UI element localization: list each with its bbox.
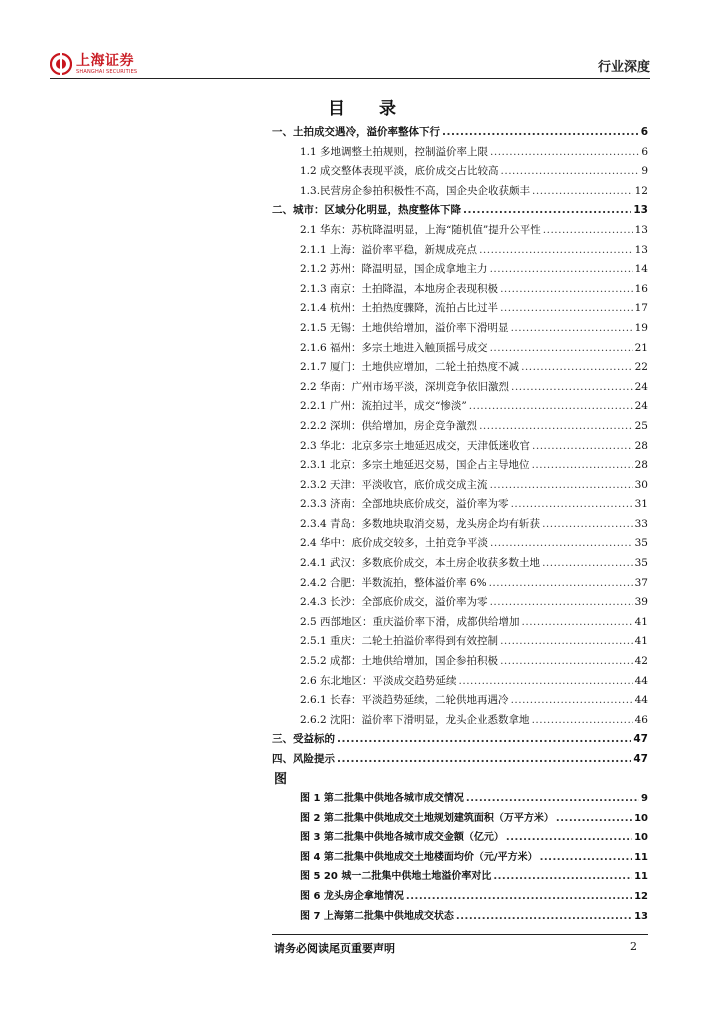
toc-title: 目 录 [328, 99, 410, 119]
figure-entry-title: 图 1 第二批集中供地各城市成交情况 [300, 793, 464, 804]
toc-entry-title: 1.2 成交整体表现平淡，底价成交占比较高 [300, 165, 499, 178]
dot-leader [490, 342, 633, 354]
toc-entry[interactable] [272, 398, 648, 418]
toc-entry[interactable] [272, 535, 648, 555]
toc-entry-title: 2.4.3 长沙：全部底价成交，溢价率为零 [300, 596, 488, 609]
figure-entry[interactable] [300, 907, 648, 927]
toc-entry-page: 41 [634, 635, 648, 648]
figure-entry-title: 图 7 上海第二批集中供地成交状态 [300, 910, 454, 922]
toc-entry[interactable] [272, 359, 648, 379]
document-type-label: 行业深度 [597, 60, 650, 75]
dot-leader [459, 675, 633, 687]
dot-leader [489, 577, 633, 589]
toc-entry-page: 17 [634, 302, 648, 315]
toc-entry-title: 2.1.1 上海：溢价率平稳，新规成亮点 [300, 243, 478, 256]
dot-leader [540, 852, 633, 863]
dot-leader [490, 596, 633, 608]
dot-leader [511, 498, 633, 510]
dot-leader [542, 557, 633, 569]
dot-leader [337, 733, 631, 745]
toc-entry[interactable] [272, 555, 648, 575]
toc-entry[interactable] [272, 222, 648, 242]
toc-entry[interactable] [272, 594, 648, 614]
toc-entry-title: 2.3.1 北京：多宗土地延迟交易，国企占主导地位 [300, 459, 530, 472]
toc-entry-page: 16 [634, 282, 648, 295]
toc-entry[interactable] [272, 300, 648, 320]
toc-entry-title: 2.3.2 天津：平淡收官，底价成交成主流 [300, 478, 488, 491]
toc-entry-title: 1.1 多地调整土拍规则，控制溢价率上限 [300, 145, 489, 158]
toc-entry-page: 6 [640, 126, 648, 138]
dot-leader [532, 459, 633, 471]
dot-leader [493, 871, 632, 882]
toc-entry-page: 25 [634, 419, 648, 432]
toc-entry-title: 2.1.2 苏州：降温明显，国企成拿地主力 [300, 263, 488, 276]
toc-entry[interactable] [272, 124, 648, 144]
toc-entry[interactable] [272, 712, 648, 732]
toc-entry-title: 2.1.6 福州：多宗土地进入触顶摇号成交 [300, 341, 488, 354]
dot-leader [490, 146, 639, 158]
page-number: 2 [630, 940, 637, 953]
toc-entry[interactable] [272, 261, 648, 281]
dot-leader [500, 635, 633, 647]
figure-entry-title: 图 5 20 城一二批集中供地土地溢价率对比 [300, 871, 492, 883]
toc-entry[interactable] [272, 457, 648, 477]
dot-leader [500, 655, 633, 667]
toc-entry[interactable] [272, 496, 648, 516]
figure-entry-title: 图 4 第二批集中供地成交土地楼面均价（元/平方米） [300, 851, 538, 863]
toc-entry-title: 2.5.1 重庆：二轮土拍溢价率得到有效控制 [300, 635, 499, 648]
table-of-contents [272, 124, 648, 771]
toc-entry-title: 2.6 东北地区：平淡成交趋势延续 [300, 674, 457, 687]
toc-entry-page: 9 [641, 165, 648, 178]
toc-entry-page: 46 [634, 713, 648, 726]
toc-entry-title: 2.2.2 深圳：供给增加，房企竞争激烈 [300, 419, 478, 432]
toc-entry-title: 2.1.3 南京：土拍降温，本地房企表现积极 [300, 282, 499, 295]
dot-leader [490, 479, 633, 491]
dot-leader [521, 361, 633, 373]
toc-entry[interactable] [272, 575, 648, 595]
dot-leader [479, 244, 633, 256]
toc-entry-title: 2.5 西部地区：重庆溢价率下滑，成都供给增加 [300, 615, 520, 628]
toc-entry-page: 35 [634, 537, 648, 550]
toc-entry[interactable] [272, 751, 648, 771]
toc-entry-page: 13 [634, 223, 648, 236]
toc-entry-title: 2.4.1 武汉：多数底价成交，本土房企收获多数土地 [300, 557, 541, 570]
toc-entry-title: 2.3.3 济南：全部地块底价成交，溢价率为零 [300, 498, 509, 511]
toc-entry-page: 13 [633, 204, 648, 217]
toc-entry-page: 24 [634, 380, 648, 393]
toc-entry-page: 28 [634, 439, 648, 452]
logo-english-name: SHANGHAI SECURITIES [76, 68, 138, 75]
dot-leader [500, 302, 633, 314]
dot-leader [479, 420, 633, 432]
toc-entry-page: 22 [634, 361, 648, 374]
toc-entry[interactable] [272, 653, 648, 673]
toc-entry-title: 二、城市：区域分化明显，热度整体下降 [272, 204, 461, 217]
toc-entry-page: 30 [634, 478, 648, 491]
dot-leader [532, 185, 633, 197]
toc-entry-title: 四、风险提示 [272, 753, 335, 765]
toc-entry-page: 24 [634, 400, 648, 413]
toc-entry-page: 42 [634, 655, 648, 668]
toc-entry[interactable] [272, 438, 648, 458]
dot-leader [456, 911, 632, 922]
toc-entry-page: 28 [634, 459, 648, 472]
toc-entry-title: 2.4 华中：底价成交较多，土拍竞争平淡 [300, 537, 489, 550]
figure-list-heading: 图 [274, 772, 288, 787]
disclaimer-note: 请务必阅读尾页重要声明 [274, 942, 395, 955]
toc-entry-page: 21 [634, 341, 648, 354]
toc-entry-title: 2.6.1 长春：平淡趋势延续，二轮供地再遇冷 [300, 694, 509, 707]
footer-divider [272, 934, 648, 935]
figure-entry[interactable] [300, 828, 648, 848]
toc-entry-page: 44 [634, 674, 648, 687]
dot-leader [490, 263, 633, 275]
toc-entry-page: 35 [634, 557, 648, 570]
toc-entry[interactable] [272, 144, 648, 164]
dot-leader [501, 165, 640, 177]
dot-leader [490, 537, 633, 549]
toc-entry-title: 2.5.2 成都：土地供给增加，国企参拍积极 [300, 655, 499, 668]
dot-leader [543, 224, 633, 236]
figure-entry-title: 图 2 第二批集中供地成交土地规划建筑面积（万平方米） [300, 812, 554, 824]
company-logo-icon [50, 53, 72, 75]
dot-leader [511, 322, 633, 334]
figure-entry[interactable] [300, 789, 648, 809]
figure-entry-title: 图 6 龙头房企拿地情况 [300, 890, 404, 902]
toc-entry-page: 13 [634, 243, 648, 256]
company-logo [50, 50, 137, 78]
toc-entry[interactable] [272, 692, 648, 712]
toc-entry[interactable] [272, 731, 648, 751]
toc-entry-page: 39 [634, 596, 648, 609]
dot-leader [500, 283, 633, 295]
logo-chinese-name: 上海证券 [76, 52, 134, 69]
toc-entry[interactable] [272, 320, 648, 340]
toc-entry-page: 44 [634, 694, 648, 707]
dot-leader [463, 204, 631, 216]
dot-leader [406, 891, 632, 902]
toc-entry-title: 2.2 华南：广州市场平淡，深圳竞争依旧激烈 [300, 380, 510, 393]
figure-entry-page: 9 [641, 793, 648, 804]
toc-entry-title: 2.3 华北：北京多宗土地延迟成交，天津低迷收官 [300, 439, 531, 452]
toc-entry-page: 47 [633, 733, 648, 746]
toc-entry[interactable] [272, 183, 648, 203]
figure-entry-page: 13 [634, 910, 648, 922]
figure-entry-page: 11 [634, 851, 648, 863]
figure-entry-page: 10 [634, 812, 648, 824]
dot-leader [469, 400, 633, 412]
figure-entry[interactable] [300, 848, 648, 868]
toc-entry[interactable] [272, 477, 648, 497]
toc-entry[interactable] [272, 379, 648, 399]
toc-entry-title: 1.3.民营房企参拍积极性不高，国企央企收获颇丰 [300, 184, 531, 197]
toc-entry-title: 2.4.2 合肥：半数流拍，整体溢价率 6% [300, 576, 487, 589]
toc-entry-page: 33 [634, 517, 648, 530]
toc-entry[interactable] [272, 673, 648, 693]
toc-entry-page: 19 [634, 321, 648, 334]
dot-leader [511, 694, 633, 706]
dot-leader [532, 714, 633, 726]
figure-entry[interactable] [300, 867, 648, 887]
toc-entry-page: 41 [634, 615, 648, 628]
toc-entry-page: 37 [634, 576, 648, 589]
dot-leader [442, 126, 639, 138]
toc-entry-title: 一、土拍成交遇冷，溢价率整体下行 [272, 126, 440, 138]
header-divider [50, 78, 650, 79]
dot-leader [511, 381, 633, 393]
toc-entry-title: 2.1.7 厦门：土地供应增加，二轮土拍热度不减 [300, 361, 520, 374]
toc-entry-title: 2.1.4 杭州：土拍热度骤降，流拍占比过半 [300, 302, 499, 315]
figure-list [300, 789, 648, 926]
toc-entry-title: 2.1 华东：苏杭降温明显，上海“随机值”提升公平性 [300, 223, 541, 236]
toc-entry-page: 31 [634, 498, 648, 511]
dot-leader [542, 518, 633, 530]
dot-leader [556, 813, 632, 824]
toc-entry[interactable] [272, 340, 648, 360]
figure-entry[interactable] [300, 809, 648, 829]
dot-leader [466, 793, 639, 804]
toc-entry-title: 三、受益标的 [272, 733, 335, 746]
dot-leader [522, 616, 633, 628]
toc-entry-page: 12 [634, 184, 648, 197]
toc-entry[interactable] [272, 163, 648, 183]
figure-entry-title: 图 3 第二批集中供地各城市成交金额（亿元） [300, 832, 504, 844]
toc-entry[interactable] [272, 516, 648, 536]
toc-entry-page: 14 [634, 263, 648, 276]
toc-entry-title: 2.6.2 沈阳：溢价率下滑明显，龙头企业悉数拿地 [300, 713, 530, 726]
page-header [50, 50, 650, 78]
dot-leader [506, 832, 632, 843]
toc-entry[interactable] [272, 418, 648, 438]
toc-entry-title: 2.1.5 无锡：土地供给增加，溢价率下滑明显 [300, 321, 509, 334]
toc-entry-title: 2.3.4 青岛：多数地块取消交易，龙头房企均有斩获 [300, 517, 541, 530]
toc-entry[interactable] [272, 633, 648, 653]
toc-entry-page: 47 [633, 753, 648, 765]
figure-entry-page: 12 [634, 890, 648, 902]
figure-entry-page: 11 [634, 871, 648, 883]
toc-entry[interactable] [272, 242, 648, 262]
figure-entry[interactable] [300, 887, 648, 907]
toc-entry-title: 2.2.1 广州：流拍过半，成交“惨淡” [300, 400, 467, 413]
toc-entry-page: 6 [641, 145, 648, 158]
figure-entry-page: 10 [634, 832, 648, 844]
toc-entry[interactable] [272, 202, 648, 222]
toc-entry[interactable] [272, 281, 648, 301]
dot-leader [532, 440, 633, 452]
toc-entry[interactable] [272, 614, 648, 634]
dot-leader [337, 753, 631, 765]
